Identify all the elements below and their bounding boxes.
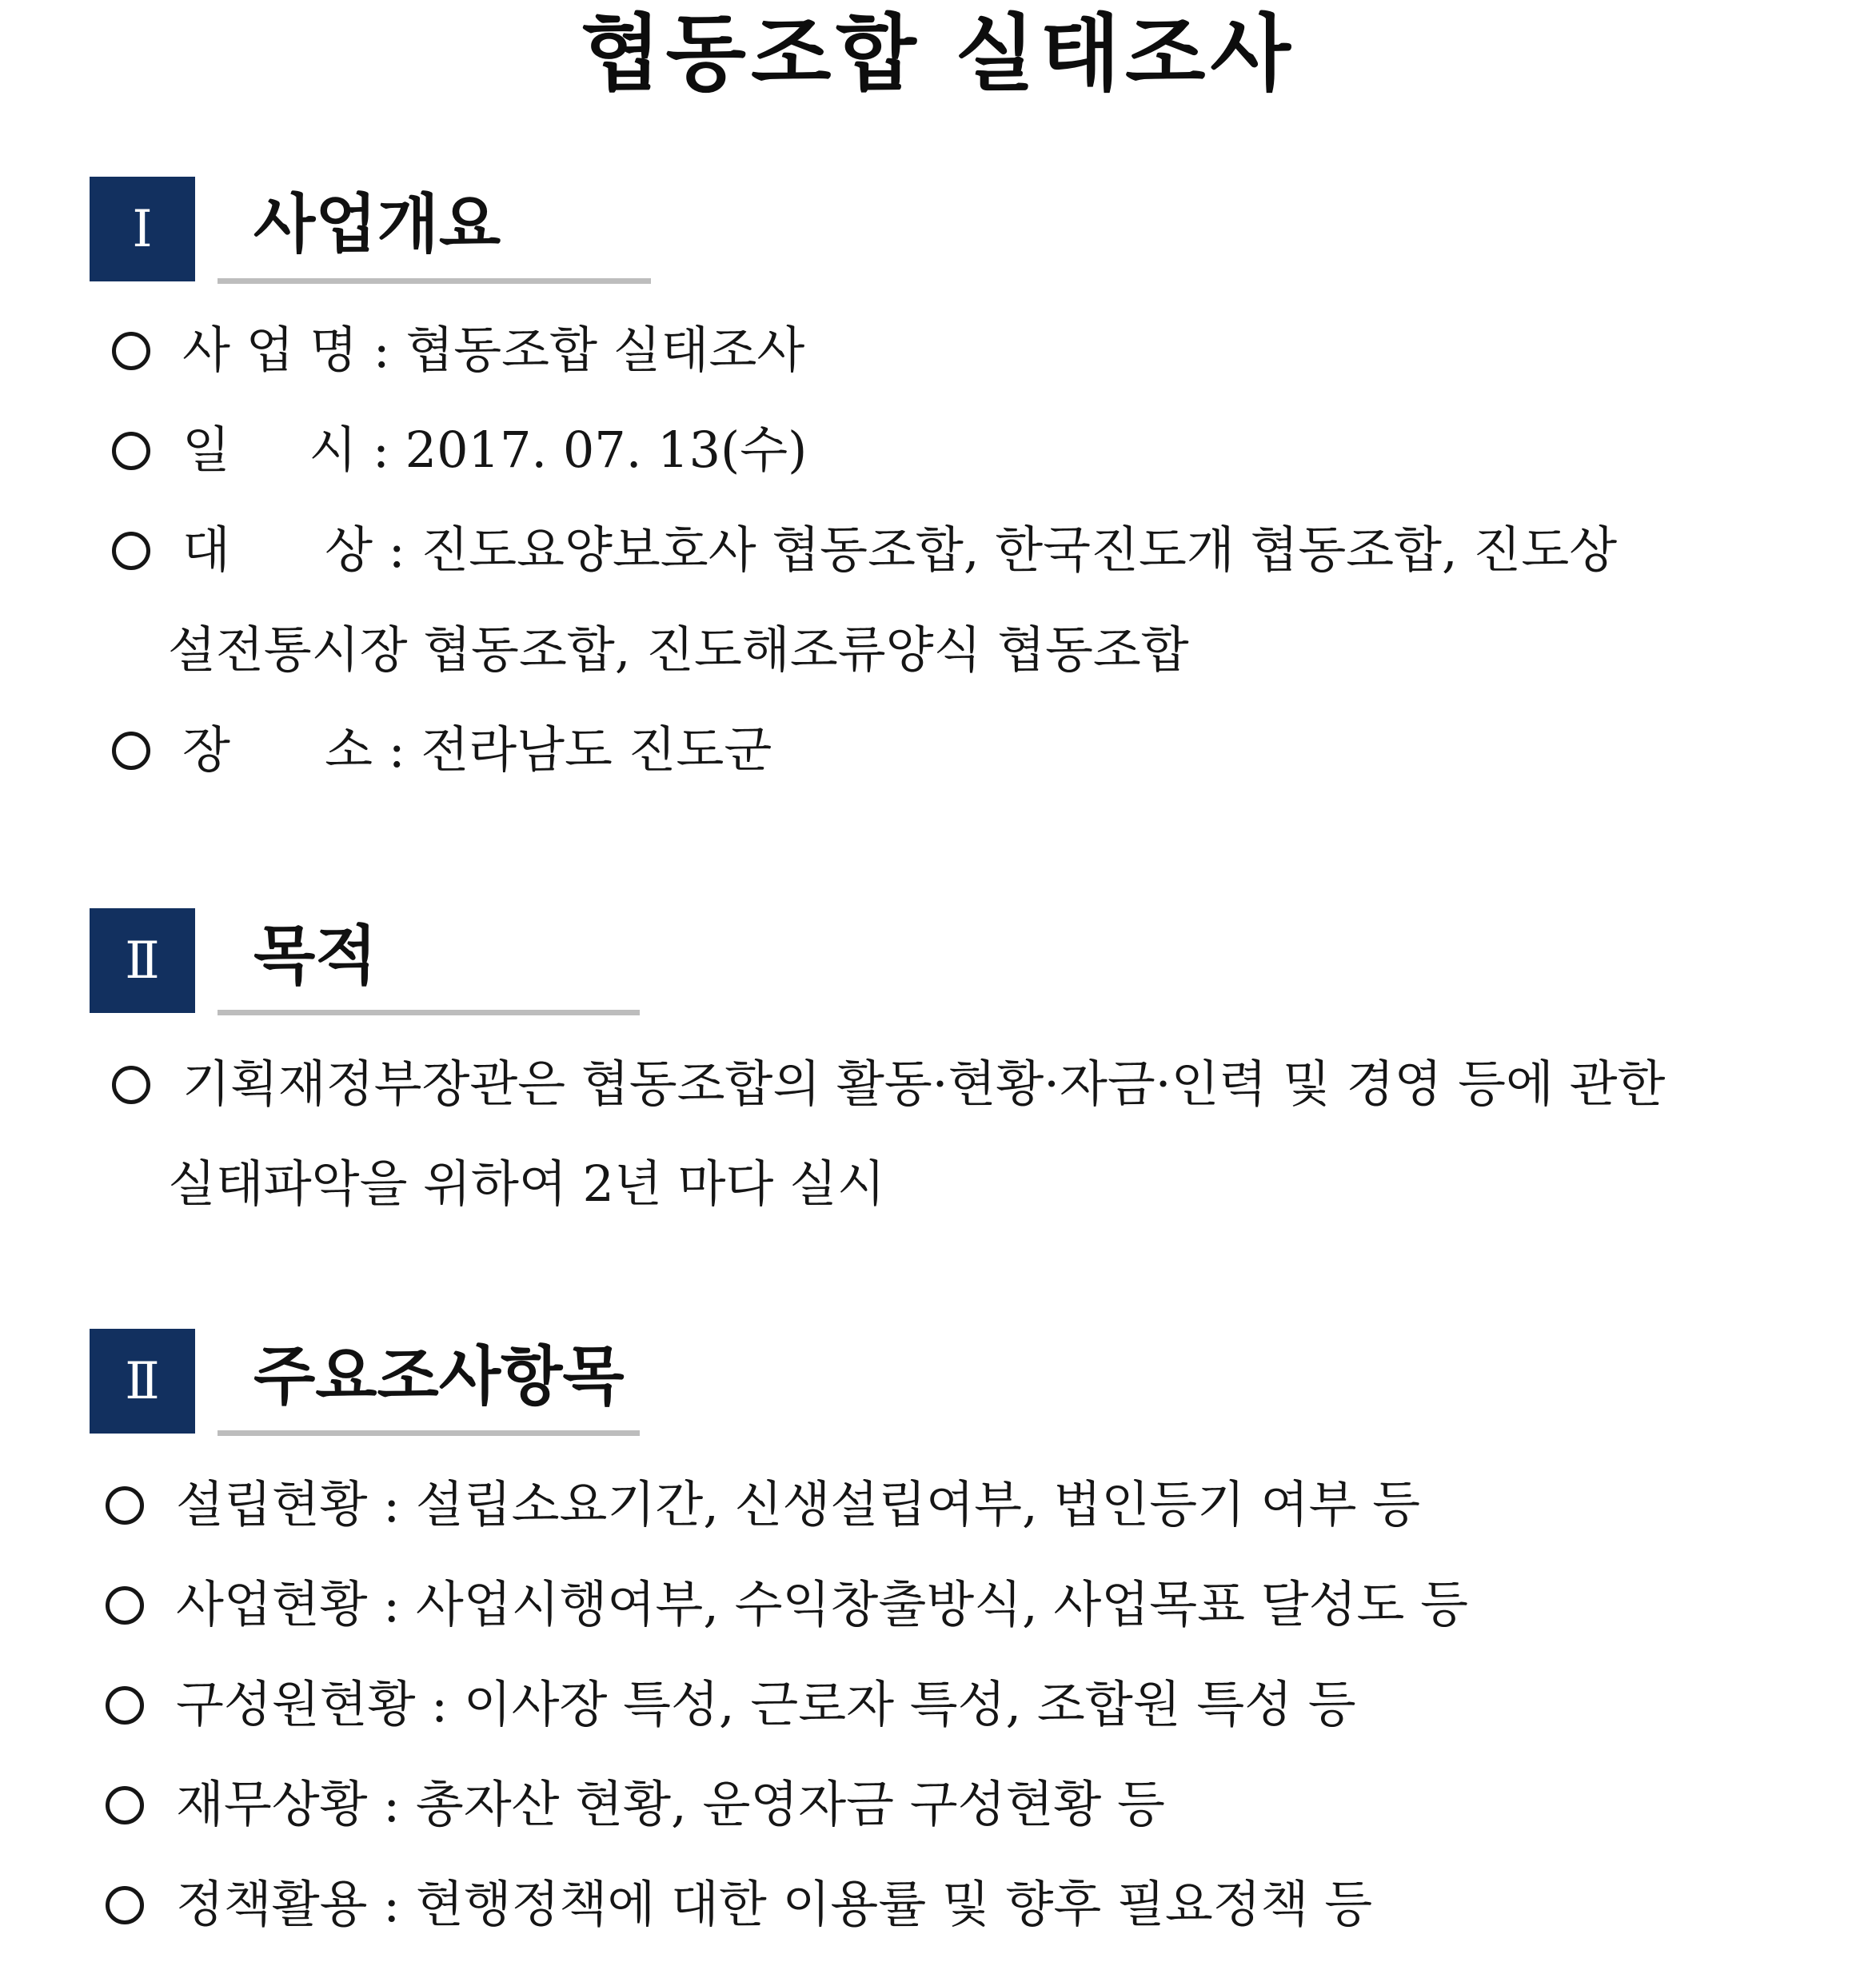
list-item bbox=[112, 1052, 1711, 1116]
section-number-badge: Ⅱ bbox=[90, 908, 195, 1013]
item-text-continuation: 실태파악을 위하여 2년 마다 실시 bbox=[168, 1154, 885, 1213]
section-number-badge: Ⅱ bbox=[90, 1329, 195, 1434]
list-item bbox=[112, 418, 1711, 482]
list-item bbox=[106, 1872, 1705, 1936]
circle-bullet-icon bbox=[106, 1886, 144, 1924]
list-item bbox=[106, 1673, 1705, 1737]
item-text: 대 상 : 진도요양보호사 협동조합, 한국진도개 협동조합, 진도상 bbox=[182, 520, 1618, 579]
list-item bbox=[106, 1473, 1705, 1537]
section-underline bbox=[218, 278, 651, 284]
item-text: 기획재정부장관은 협동조합의 활동·현황·자금·인력 및 경영 등에 관한 bbox=[182, 1055, 1666, 1113]
item-text: 장 소 : 전라남도 진도군 bbox=[182, 720, 772, 779]
section-header-overview bbox=[90, 177, 649, 289]
item-text: 일 시 : 2017. 07. 13(수) bbox=[182, 421, 808, 479]
document-title: 협동조합 실태조사 bbox=[581, 5, 1295, 102]
list-item bbox=[112, 318, 1711, 382]
section-number-badge: Ⅰ bbox=[90, 177, 195, 281]
item-text: 재무상황 : 총자산 현황, 운영자금 구성현황 등 bbox=[176, 1775, 1165, 1833]
circle-bullet-icon bbox=[112, 332, 150, 370]
item-text: 사업현황 : 사업시행여부, 수익창출방식, 사업목표 달성도 등 bbox=[176, 1575, 1468, 1633]
section-underline bbox=[218, 1430, 640, 1436]
section-title: 사업개요 bbox=[253, 187, 501, 261]
section-underline bbox=[218, 1010, 640, 1015]
item-text-continuation: 설전통시장 협동조합, 진도해조류양식 협동조합 bbox=[168, 620, 1189, 679]
item-text: 사 업 명 : 협동조합 실태조사 bbox=[182, 321, 805, 379]
item-text: 정책활용 : 현행정책에 대한 이용률 및 향후 필요정책 등 bbox=[176, 1875, 1373, 1933]
list-item bbox=[106, 1573, 1705, 1637]
circle-bullet-icon bbox=[106, 1586, 144, 1625]
circle-bullet-icon bbox=[106, 1686, 144, 1725]
section-title: 주요조사항목 bbox=[253, 1339, 625, 1414]
circle-bullet-icon bbox=[112, 432, 150, 470]
circle-bullet-icon bbox=[112, 532, 150, 570]
list-item bbox=[112, 718, 1711, 782]
circle-bullet-icon bbox=[106, 1786, 144, 1824]
item-text: 구성원현황 : 이사장 특성, 근로자 특성, 조합원 특성 등 bbox=[176, 1675, 1356, 1733]
circle-bullet-icon bbox=[112, 1066, 150, 1104]
circle-bullet-icon bbox=[106, 1486, 144, 1525]
section-header-survey-items bbox=[90, 1329, 649, 1441]
list-item bbox=[112, 518, 1711, 582]
section-title: 목적 bbox=[253, 919, 377, 993]
list-item bbox=[106, 1773, 1705, 1836]
item-text: 설립현황 : 설립소요기간, 신생설립여부, 법인등기 여부 등 bbox=[176, 1475, 1421, 1533]
section-header-purpose bbox=[90, 908, 649, 1020]
circle-bullet-icon bbox=[112, 732, 150, 770]
